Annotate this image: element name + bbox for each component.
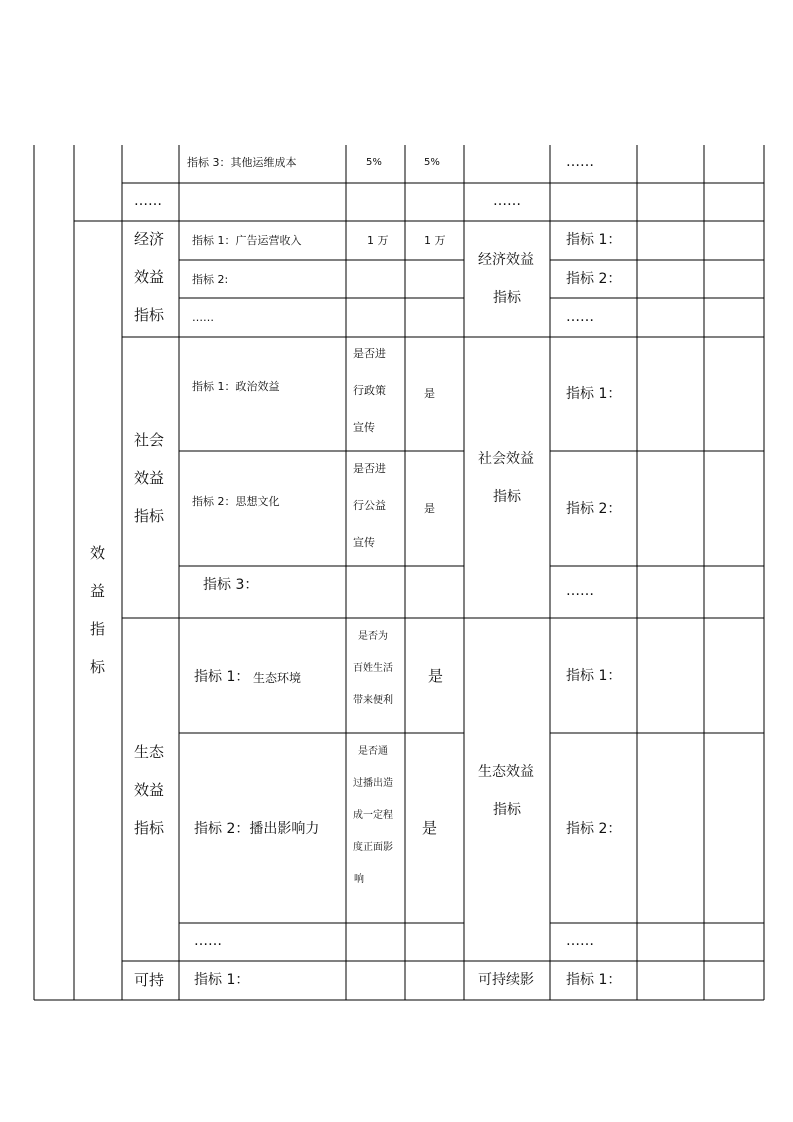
ecological-benefit-label: 生态 效益 指标: [134, 743, 165, 837]
economic-indicator-3: ……: [192, 311, 214, 324]
ecological-indicator-1-value-2: 是: [428, 667, 444, 685]
economic-target-3: ……: [566, 309, 594, 325]
ecological-indicator-2-value-1: 是否通 过播出造 成一定程 度正面影 响: [353, 746, 393, 885]
economic-target-1: 指标 1：: [566, 232, 622, 248]
indicator-3-label: 指标 3：其他运维成本: [187, 156, 297, 169]
social-mid-label-line-2: 指标: [493, 489, 521, 505]
ecological-indicator-2: 指标 2：播出影响力: [194, 821, 320, 837]
ecological-target-1: 指标 1：: [566, 668, 622, 684]
economic-indicator-2: 指标 2:: [192, 273, 229, 286]
ecological-indicator-2-value-2: 是: [422, 819, 438, 837]
ecological-mid-label-line-2: 指标: [493, 802, 521, 818]
social-indicator-2-value-1: 是否进 行公益 宣传: [353, 462, 386, 549]
ecological-target-3: ……: [566, 933, 594, 949]
row-ellipsis-mid: ……: [493, 193, 521, 209]
social-benefit-label: 社会 效益 指标: [134, 431, 165, 525]
social-indicator-1-value-2: 是: [424, 387, 435, 400]
ecological-target-2: 指标 2：: [566, 821, 622, 837]
sustainable-benefit-label: 可持: [134, 971, 165, 989]
economic-mid-label-line-2: 指标: [493, 290, 521, 306]
economic-indicator-1-value-2: 1 万: [424, 234, 446, 247]
indicator-3-value-1: 5%: [366, 157, 382, 168]
social-indicator-2: 指标 2：思想文化: [192, 495, 280, 508]
ecological-indicator-3: ……: [194, 933, 222, 949]
social-indicator-3: 指标 3：: [203, 577, 259, 593]
ecological-indicator-1-prefix: 指标 1：: [194, 669, 250, 685]
economic-benefit-label: 经济 效益 指标: [134, 230, 165, 324]
social-target-3: ……: [566, 583, 594, 599]
social-indicator-2-value-2: 是: [424, 502, 435, 515]
social-target-2: 指标 2：: [566, 501, 622, 517]
social-indicator-1-value-1: 是否进 行政策 宣传: [353, 347, 386, 434]
economic-mid-label-line-1: 经济效益: [478, 252, 534, 268]
economic-indicator-1-value-1: 1 万: [367, 234, 389, 247]
social-indicator-1: 指标 1：政治效益: [192, 380, 280, 393]
social-target-1: 指标 1：: [566, 386, 622, 402]
sustainable-mid-label: 可持续影: [478, 972, 534, 988]
row-ellipsis-left: ……: [134, 193, 162, 209]
sustainable-indicator-1: 指标 1：: [194, 972, 250, 988]
economic-indicator-1: 指标 1：广告运营收入: [192, 234, 302, 247]
sustainable-target-1: 指标 1：: [566, 972, 622, 988]
target-ellipsis: ……: [566, 154, 594, 170]
social-mid-label-line-1: 社会效益: [478, 451, 534, 467]
ecological-indicator-1-value-1: 是否为 百姓生活 带来便利: [353, 631, 393, 706]
economic-target-2: 指标 2：: [566, 271, 622, 287]
indicator-3-value-2: 5%: [424, 157, 440, 168]
effect-indicator-group-label: 效 益 指 标: [90, 544, 106, 676]
ecological-indicator-1-name: 生态环境: [253, 671, 302, 685]
ecological-mid-label-line-1: 生态效益: [478, 764, 534, 780]
